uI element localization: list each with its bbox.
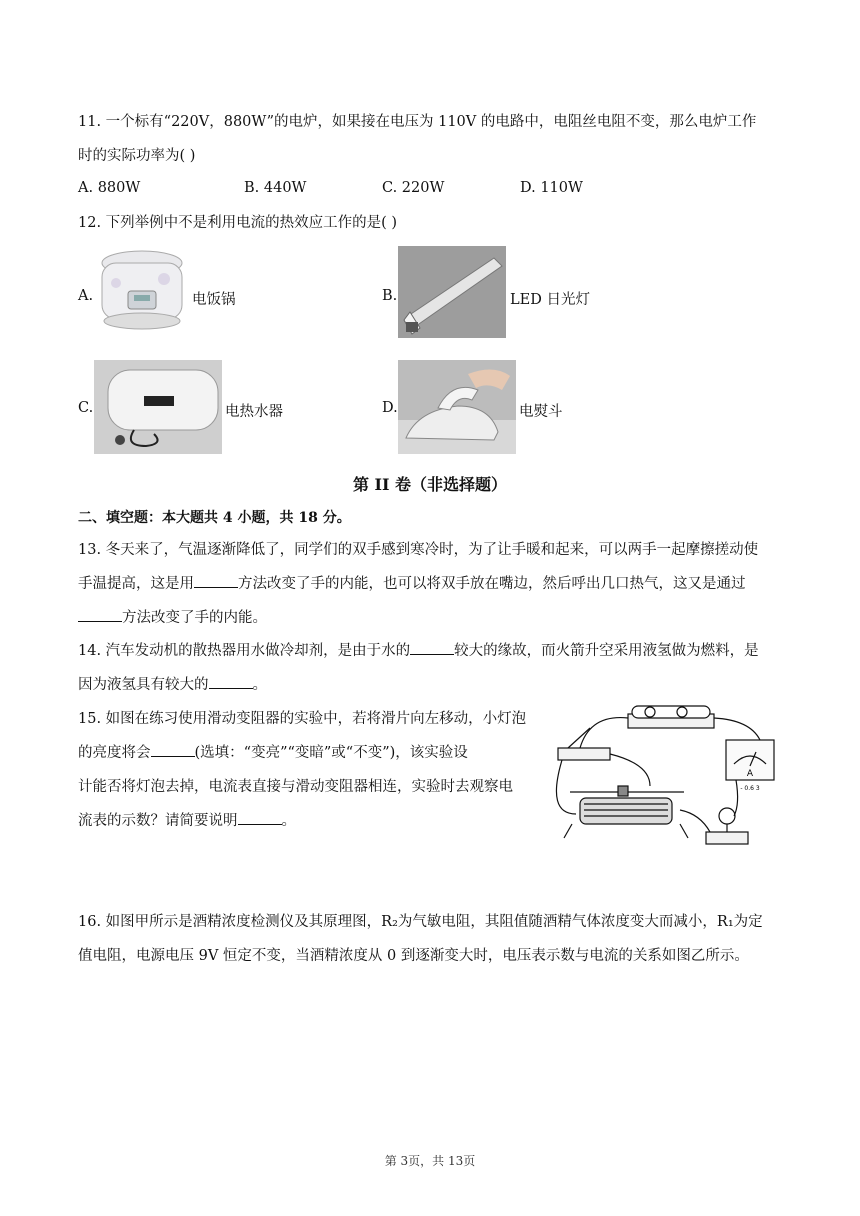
q15-line4: [78, 811, 296, 831]
answer-blank: [151, 744, 195, 757]
q11-option-b: B. 440W: [244, 180, 307, 196]
q14-line2-start: 因为液氢具有较大的: [78, 677, 209, 693]
q13-line2: [78, 574, 746, 594]
q15-line2: [78, 743, 468, 763]
water-heater-image: [94, 360, 222, 454]
answer-blank: [238, 812, 282, 825]
q13-line2-start: 手温提高，这是用: [78, 576, 194, 592]
q11-option-d: D. 110W: [520, 180, 583, 196]
q12-option-c-letter: C.: [78, 400, 94, 416]
q15-line4-end: 。: [281, 813, 296, 829]
answer-blank: [78, 609, 122, 622]
q12-stem: 12. 下列举例中不是利用电流的热效应工作的是( ): [78, 215, 398, 231]
q12-option-a-letter: A.: [78, 288, 94, 304]
q11-line1: 11. 一个标有“220V，880W”的电炉，如果接在电压为 110V 的电路中，电阻丝电阻不变，那么电炉工作: [78, 114, 757, 130]
q15-line2-start: 的亮度将会: [78, 745, 151, 761]
q14-line1-start: 14. 汽车发动机的散热器用水做冷却剂，是由于水的: [78, 643, 411, 659]
q16-line2: 值电阻，电源电压 9V 恒定不变，当酒精浓度从 0 到逐渐变大时，电压表示数与电流的关系如图乙所示。: [78, 948, 749, 964]
ammeter-label: A: [746, 769, 754, 779]
q14-line1: [78, 641, 759, 661]
q14-line2-end: 。: [252, 677, 267, 693]
answer-blank: [209, 676, 253, 689]
q12-option-d-letter: D.: [382, 400, 398, 416]
q13-line3-text: 方法改变了手的内能。: [122, 610, 267, 626]
answer-blank: [410, 642, 454, 655]
q15-line1: 15. 如图在练习使用滑动变阻器的实验中，若将滑片向左移动，小灯泡: [78, 711, 527, 727]
q11-option-c: C. 220W: [382, 180, 445, 196]
q15-line2-end: (选填：“变亮”“变暗”或“不变”)，该实验设: [194, 745, 468, 761]
rheostat-circuit-figure: [550, 704, 786, 864]
q16-line1: 16. 如图甲所示是酒精浓度检测仪及其原理图，R₂为气敏电阻，其阻值随酒精气体浓度变大而减小，R₁为定: [78, 914, 763, 930]
q12-option-d-label: 电熨斗: [519, 404, 563, 420]
q11-option-a: A. 880W: [78, 180, 141, 196]
q13-line1: 13. 冬天来了，气温逐渐降低了，同学们的双手感到寒冷时，为了让手暖和起来，可以两手一起摩擦搓动使: [78, 542, 759, 558]
q12-option-b-label: LED 日光灯: [510, 292, 590, 308]
rice-cooker-image: [94, 243, 190, 335]
q14-line1-end: 较大的缘故，而火箭升空采用液氢做为燃料，是: [454, 643, 759, 659]
ammeter-scale: - 0.6 3: [740, 785, 760, 792]
led-tube-lamp-image: [398, 246, 506, 338]
q12-option-b-letter: B.: [382, 288, 398, 304]
q15-line3: 计能否将灯泡去掉，电流表直接与滑动变阻器相连，实验时去观察电: [78, 779, 513, 795]
q13-line3: [78, 608, 267, 628]
section-title: 第 II 卷（非选择题）: [352, 475, 508, 494]
answer-blank: [194, 575, 238, 588]
q14-line2: [78, 675, 267, 695]
electric-iron-image: [398, 360, 516, 454]
section2-header: 二、填空题：本大题共 4 小题，共 18 分。: [78, 510, 351, 526]
q12-option-a-label: 电饭锅: [192, 292, 236, 308]
q12-option-c-label: 电热水器: [225, 404, 283, 420]
q11-line2: 时的实际功率为( ): [78, 148, 196, 164]
q15-line4-start: 流表的示数？请简要说明: [78, 813, 238, 829]
page-footer: 第 3页，共 13页: [384, 1154, 476, 1168]
q13-line2-end: 方法改变了手的内能，也可以将双手放在嘴边，然后呼出几口热气，这又是通过: [238, 576, 746, 592]
